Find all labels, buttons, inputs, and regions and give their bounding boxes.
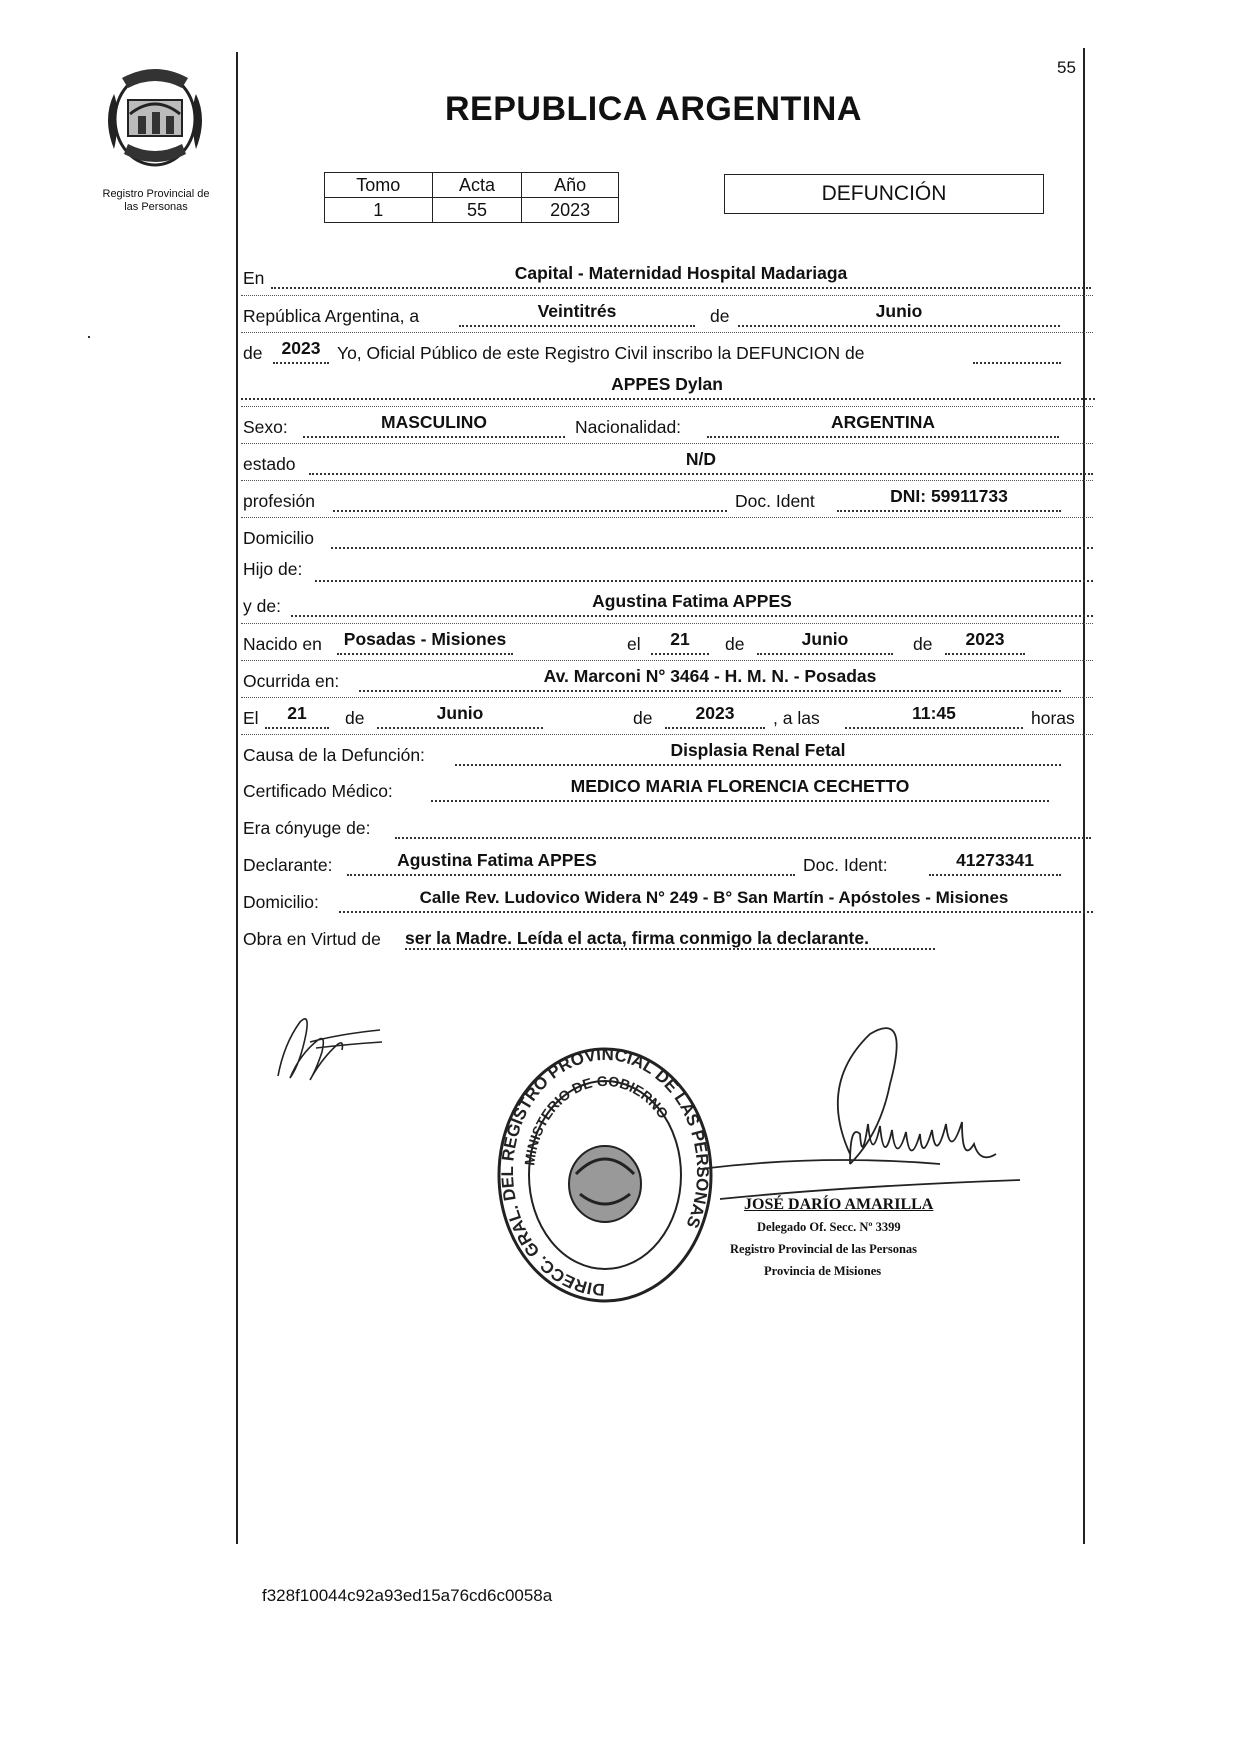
anio-header: Año: [522, 173, 619, 198]
row-estado: [241, 443, 1093, 478]
record-table: [324, 172, 619, 223]
yde-value: Agustina Fatima APPES: [592, 591, 792, 611]
hijo-label: Hijo de:: [243, 559, 303, 579]
nacido-month: Junio: [801, 629, 849, 649]
province-logo: [100, 64, 210, 174]
month-value: Junio: [875, 301, 923, 321]
nacionalidad-value: ARGENTINA: [830, 412, 936, 432]
sexo-value: MASCULINO: [381, 412, 487, 432]
anio-value: 2023: [522, 198, 619, 223]
page-number: 55: [1057, 58, 1076, 77]
year-prefix-label: de: [243, 343, 263, 363]
row-domicilio2: [241, 882, 1093, 916]
row-nacido: [241, 623, 1093, 658]
yde-label: y de:: [243, 596, 281, 616]
nacido-day: 21: [670, 629, 690, 649]
tomo-header: Tomo: [325, 173, 433, 198]
margin-dot: [88, 336, 90, 338]
official-line-2: Registro Provincial de las Personas: [730, 1242, 918, 1256]
causa-value: Displasia Renal Fetal: [670, 740, 846, 760]
horas-label: horas: [1031, 708, 1075, 728]
acta-header: Acta: [432, 173, 522, 198]
document-hash: f328f10044c92a93ed15a76cd6c0058a: [262, 1586, 553, 1605]
doc2-label: Doc. Ident:: [803, 855, 888, 875]
el2-label: El: [243, 708, 259, 728]
row-causa: [241, 734, 1093, 769]
en-label: En: [243, 268, 265, 288]
death-year: 2023: [695, 703, 735, 723]
domicilio2-value: Calle Rev. Ludovico Widera N° 249 - B° San Martín - Apóstoles - Misiones: [419, 888, 1009, 907]
nacido-label: Nacido en: [243, 634, 322, 654]
sexo-label: Sexo:: [243, 417, 288, 437]
doc-label: Doc. Ident: [735, 491, 815, 511]
certificado-value: MEDICO MARIA FLORENCIA CECHETTO: [570, 776, 910, 796]
row-ocurrida: [241, 660, 1093, 695]
death-de2: de: [633, 708, 653, 728]
obra-label: Obra en Virtud de: [243, 929, 381, 949]
official-seal: [494, 1044, 716, 1306]
row-fecha-defuncion: [241, 697, 1093, 732]
death-day: 21: [287, 703, 307, 723]
official-line-3: Provincia de Misiones: [764, 1264, 882, 1278]
day-value: Veintitrés: [537, 301, 617, 321]
record-table-value-row: [325, 198, 619, 223]
year-value: 2023: [281, 338, 321, 358]
row-sexo: [241, 406, 1093, 441]
declarante-label: Declarante:: [243, 855, 333, 875]
record-table-header-row: [325, 173, 619, 198]
death-month: Junio: [436, 703, 484, 723]
official-signature: [700, 1014, 1060, 1224]
el-label: el: [627, 634, 641, 654]
row-declarante: [241, 845, 1093, 879]
tomo-value: 1: [325, 198, 433, 223]
left-margin-line: [236, 52, 238, 1544]
row-nombre: [241, 369, 1093, 403]
row-hijo: [241, 554, 1093, 588]
republica-label: República Argentina, a: [243, 306, 420, 326]
estado-value: N/D: [685, 449, 717, 469]
en-value: Capital - Maternidad Hospital Madariaga: [514, 263, 848, 283]
oficial-text: Yo, Oficial Público de este Registro Civil inscribo la DEFUNCION de: [337, 343, 865, 363]
deceased-name: APPES Dylan: [611, 374, 723, 394]
row-domicilio: [241, 517, 1093, 552]
row-en: [241, 258, 1093, 292]
death-de1: de: [345, 708, 365, 728]
logo-caption: Registro Provincial de las Personas: [102, 188, 210, 213]
domicilio-label: Domicilio: [243, 528, 314, 548]
svg-text:MINISTERIO DE GOBIERNO: MINISTERIO DE GOBIERNO: [521, 1072, 672, 1167]
ocurrida-value: Av. Marconi N° 3464 - H. M. N. - Posadas: [543, 666, 877, 686]
row-fecha: [241, 295, 1093, 330]
nacido-year: 2023: [965, 629, 1005, 649]
nacido-value: Posadas - Misiones: [343, 629, 507, 649]
official-name: JOSÉ DARÍO AMARILLA: [744, 1196, 934, 1213]
declarante-value: Agustina Fatima APPES: [397, 850, 597, 870]
obra-value: ser la Madre. Leída el acta, firma conmigo la declarante.: [405, 928, 869, 948]
document-type-box: DEFUNCIÓN: [724, 174, 1044, 214]
alas-label: , a las: [773, 708, 820, 728]
row-obra: [241, 919, 1093, 953]
doc-value: DNI: 59911733: [890, 486, 1008, 506]
row-oficial: [241, 332, 1093, 367]
nacido-de2: de: [913, 634, 933, 654]
row-profesion: [241, 480, 1093, 515]
acta-value: 55: [432, 198, 522, 223]
nacionalidad-label: Nacionalidad:: [575, 417, 682, 437]
de-label: de: [710, 306, 730, 326]
svg-text:DIRECC. GRAL. DEL REGISTRO PRO: DIRECC. GRAL. DEL REGISTRO PROVINCIAL DE LAS PERSONAS: [498, 1044, 713, 1300]
official-line-1: Delegado Of. Secc. Nº 3399: [757, 1220, 901, 1234]
causa-label: Causa de la Defunción:: [243, 745, 425, 765]
row-yde: [241, 586, 1093, 620]
doc2-value: 41273341: [956, 850, 1034, 870]
ocurrida-label: Ocurrida en:: [243, 671, 340, 691]
row-conyuge: [241, 808, 1093, 842]
death-time: 11:45: [912, 703, 956, 723]
conyuge-label: Era cónyuge de:: [243, 818, 371, 838]
profesion-label: profesión: [243, 491, 315, 511]
declarant-signature: [270, 1004, 390, 1084]
certificado-label: Certificado Médico:: [243, 781, 393, 801]
domicilio2-label: Domicilio:: [243, 892, 319, 912]
document-title: REPUBLICA ARGENTINA: [445, 90, 862, 128]
estado-label: estado: [243, 454, 296, 474]
row-certificado: [241, 771, 1093, 805]
nacido-de1: de: [725, 634, 745, 654]
